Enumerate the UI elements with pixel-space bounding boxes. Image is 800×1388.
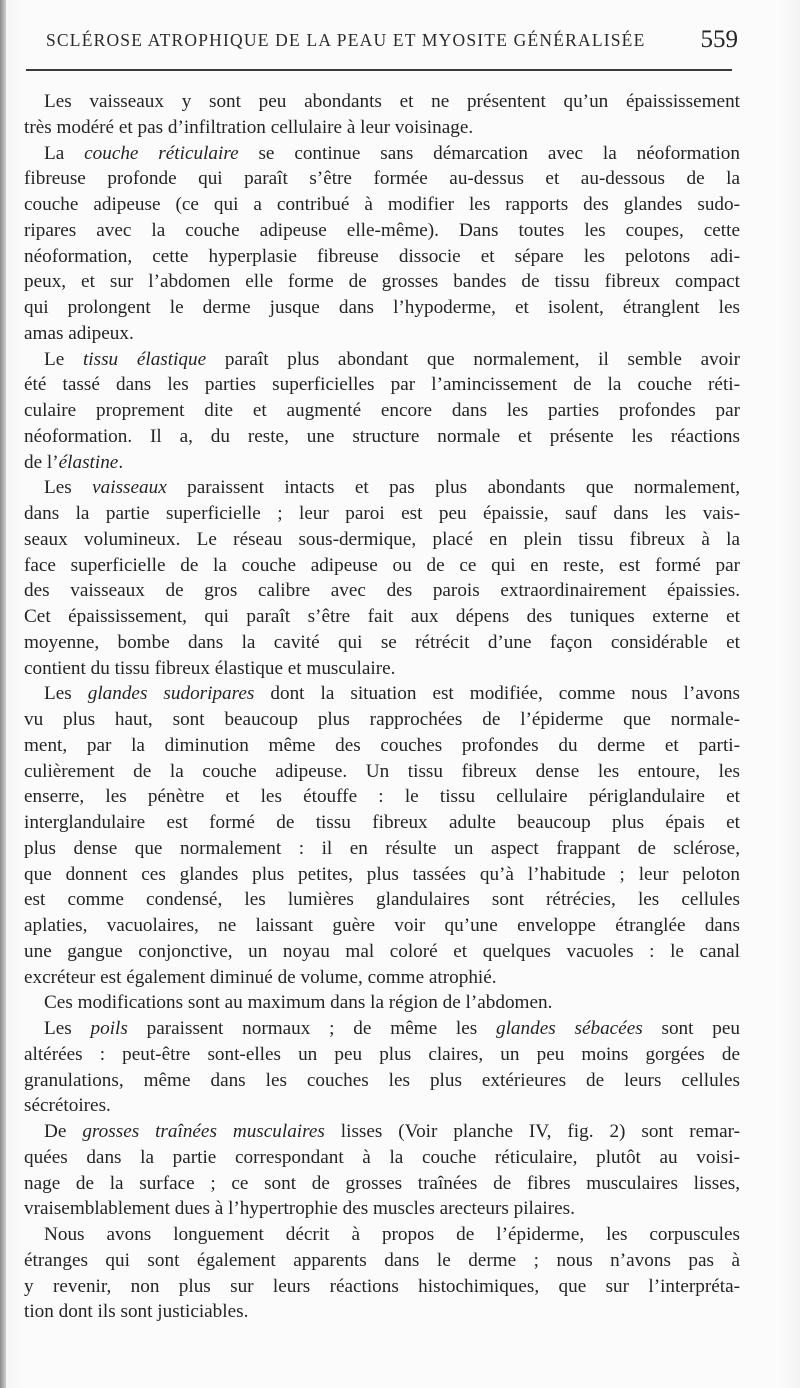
text-run: nage de la surface ; ce sont de grosses traînées de fibres musculaires lisses,	[24, 1172, 740, 1194]
text-run: sont peu	[642, 1018, 740, 1039]
text-run: moyenne, bombe dans la cavité qui se rétrécit d’une façon considérable et	[24, 631, 740, 653]
italic-term: vaisseaux	[92, 477, 167, 499]
text-run: lisses (Voir planche IV, fig. 2) sont remar-	[324, 1121, 741, 1142]
body-text	[24, 89, 740, 1325]
text-run: Ces modifications sont au maximum dans la région de l’abdomen.	[44, 992, 553, 1014]
running-title: SCLÉROSE ATROPHIQUE DE LA PEAU ET MYOSITE GÉNÉRALISÉE	[46, 30, 646, 50]
text-line	[24, 1042, 740, 1068]
text-line	[24, 1119, 740, 1145]
italic-term: élastine	[58, 451, 119, 473]
text-line	[24, 501, 740, 527]
text-run: Cet épaississement, qui paraît s’être fait aux dépens des tuniques externe et	[24, 606, 740, 627]
text-run: culièrement de la couche adipeuse. Un tissu fibreux dense les entoure, les	[24, 760, 740, 782]
text-run: quées dans la partie correspondant à la couche réticulaire, plutôt au voisi-	[24, 1146, 740, 1168]
paragraph	[24, 475, 740, 681]
text-run: amas adipeux.	[24, 322, 134, 344]
paragraph	[24, 89, 740, 141]
text-run: été tassé dans les parties superficielles par l’amincissement de la couche réti-	[24, 374, 740, 396]
text-run: granulations, même dans les couches les plus extérieures de leurs cellules	[24, 1069, 740, 1091]
italic-term: glandes sudoripares	[87, 683, 255, 705]
italic-term: tissu élastique	[82, 348, 207, 370]
text-run: Les	[44, 683, 88, 705]
text-run: paraissent intacts et pas plus abondants que normalement,	[166, 477, 740, 499]
text-run: paraît plus abondant que normalement, il semble avoir	[206, 348, 740, 370]
text-line	[24, 656, 740, 682]
text-run: vu plus haut, sont beaucoup plus rapprochées de l’épiderme que normale-	[24, 709, 740, 730]
text-line	[24, 1222, 740, 1248]
italic-term: couche réticulaire	[84, 142, 239, 164]
text-run: fibreuse profonde qui paraît s’être formée au-dessus et au-dessous de la	[24, 168, 740, 190]
text-run: peux, et sur l’abdomen elle forme de grosses bandes de tissu fibreux compact	[24, 271, 740, 293]
text-run: Nous avons longuement décrit à propos de l’épiderme, les corpuscules	[44, 1224, 740, 1245]
header-rule	[26, 69, 732, 71]
text-line	[24, 450, 740, 476]
text-line	[24, 733, 740, 759]
text-run: des vaisseaux de gros calibre avec des parois extraordinairement épaissies.	[24, 580, 740, 602]
text-run: dont la situation est modifiée, comme nous l’avons	[254, 683, 740, 705]
text-run: une gangue conjonctive, un noyau mal coloré et quelques vacuoles : le canal	[24, 940, 740, 962]
text-line	[24, 1068, 740, 1094]
text-run: Les	[44, 477, 93, 499]
text-run: très modéré et pas d’infiltration cellulaire à leur voisinage.	[24, 116, 474, 138]
text-line	[24, 424, 740, 450]
paragraph	[24, 1016, 740, 1119]
text-run: qui prolongent le derme jusque dans l’hypoderme, et isolent, étranglent les	[24, 297, 740, 318]
text-run: Les	[44, 1018, 91, 1039]
book-gutter-shadow	[0, 0, 6, 1388]
text-line	[24, 1145, 740, 1171]
text-run: ment, par la diminution même des couches profondes du derme et parti-	[24, 734, 740, 756]
text-line	[24, 836, 740, 862]
text-line	[24, 141, 740, 167]
text-run: interglandulaire est formé de tissu fibreux adulte beaucoup plus épais et	[24, 812, 740, 833]
text-line	[24, 784, 740, 810]
text-run: plus dense que normalement : il en résulte un aspect frappant de sclérose,	[24, 837, 740, 859]
text-run: culaire proprement dite et augmenté encore dans les parties profondes par	[24, 400, 740, 421]
text-run: sécrétoires.	[24, 1095, 111, 1117]
text-line	[24, 1248, 740, 1274]
text-run: contient du tissu fibreux élastique et musculaire.	[24, 657, 396, 679]
text-run: couche adipeuse (ce qui a contribué à modifier les rapports des glandes sudo-	[24, 194, 740, 215]
text-run: seaux volumineux. Le réseau sous-dermique, placé en plein tissu fibreux à la	[24, 528, 740, 550]
paragraph	[24, 347, 740, 476]
text-run: face superficielle de la couche adipeuse ou de ce qui en reste, est formé par	[24, 554, 740, 576]
text-line	[24, 527, 740, 553]
text-line	[24, 372, 740, 398]
text-line	[24, 965, 740, 991]
paragraph	[24, 141, 740, 347]
text-line	[24, 604, 740, 630]
text-line	[24, 553, 740, 579]
text-run: De	[44, 1121, 83, 1142]
text-run: étranges qui sont également apparents dans le derme ; nous n’avons pas à	[24, 1249, 740, 1271]
text-run: excréteur est également diminué de volume, comme atrophié.	[24, 966, 497, 988]
text-run: altérées : peut-être sont-elles un peu plus claires, un peu moins gorgées de	[24, 1043, 740, 1065]
italic-term: poils	[90, 1018, 128, 1039]
text-line	[24, 347, 740, 373]
text-line	[24, 759, 740, 785]
text-line	[24, 244, 740, 270]
text-run: .	[118, 451, 124, 473]
paragraph	[24, 681, 740, 990]
text-run: de l’	[24, 451, 59, 473]
text-line	[24, 166, 740, 192]
text-run: y revenir, non plus sur leurs réactions histochimiques, que sur l’interpréta-	[24, 1275, 740, 1297]
text-line	[24, 1093, 740, 1119]
text-line	[24, 681, 740, 707]
text-line	[24, 630, 740, 656]
text-run: La	[44, 142, 85, 164]
text-line	[24, 578, 740, 604]
text-line	[24, 218, 740, 244]
text-run: néoformation. Il a, du reste, une structure normale et présente les réactions	[24, 425, 740, 447]
text-run: tion dont ils sont justiciables.	[24, 1301, 249, 1323]
text-line	[24, 862, 740, 888]
text-run: que donnent ces glandes plus petites, plus tassées qu’à l’habitude ; leur peloton	[24, 863, 740, 885]
text-run: enserre, les pénètre et les étouffe : le tissu cellulaire périglandulaire et	[24, 786, 740, 808]
paragraph	[24, 990, 740, 1016]
page-number: 559	[700, 26, 738, 53]
text-line	[24, 1299, 740, 1325]
italic-term: glandes sébacées	[496, 1018, 643, 1039]
text-line	[24, 269, 740, 295]
text-run: se continue sans démarcation avec la néoformation	[238, 142, 740, 164]
text-line	[24, 89, 740, 115]
text-run: aplaties, vacuolaires, ne laissant guère voir qu’une enveloppe étranglée dans	[24, 915, 740, 936]
running-head	[26, 28, 744, 58]
text-line	[24, 707, 740, 733]
text-line	[24, 295, 740, 321]
text-run: ripares avec la couche adipeuse elle-même). Dans toutes les coupes, cette	[24, 219, 740, 241]
text-line	[24, 321, 740, 347]
text-line	[24, 1171, 740, 1197]
paragraph	[24, 1119, 740, 1222]
text-line	[24, 939, 740, 965]
text-run: vraisemblablement dues à l’hypertrophie des muscles arecteurs pilaires.	[24, 1198, 575, 1220]
text-line	[24, 398, 740, 424]
text-run: dans la partie superficielle ; leur paroi est peu épaissie, sauf dans les vais-	[24, 503, 740, 524]
text-line	[24, 913, 740, 939]
paragraph	[24, 1222, 740, 1325]
text-run: Le	[44, 348, 83, 370]
text-line	[24, 887, 740, 913]
text-line	[24, 1274, 740, 1300]
text-line	[24, 1196, 740, 1222]
text-line	[24, 1016, 740, 1042]
text-line	[24, 192, 740, 218]
text-line	[24, 810, 740, 836]
text-run: est comme condensé, les lumières glandulaires sont rétrécies, les cellules	[24, 889, 740, 911]
text-line	[24, 990, 740, 1016]
text-run: Les vaisseaux y sont peu abondants et ne présentent qu’un épaississement	[44, 91, 740, 112]
italic-term: grosses traînées musculaires	[82, 1121, 325, 1142]
text-run: néoformation, cette hyperplasie fibreuse dissocie et sépare les pelotons adi-	[24, 245, 740, 267]
text-run: paraissent normaux ; de même les	[127, 1018, 496, 1039]
text-line	[24, 475, 740, 501]
text-line	[24, 115, 740, 141]
